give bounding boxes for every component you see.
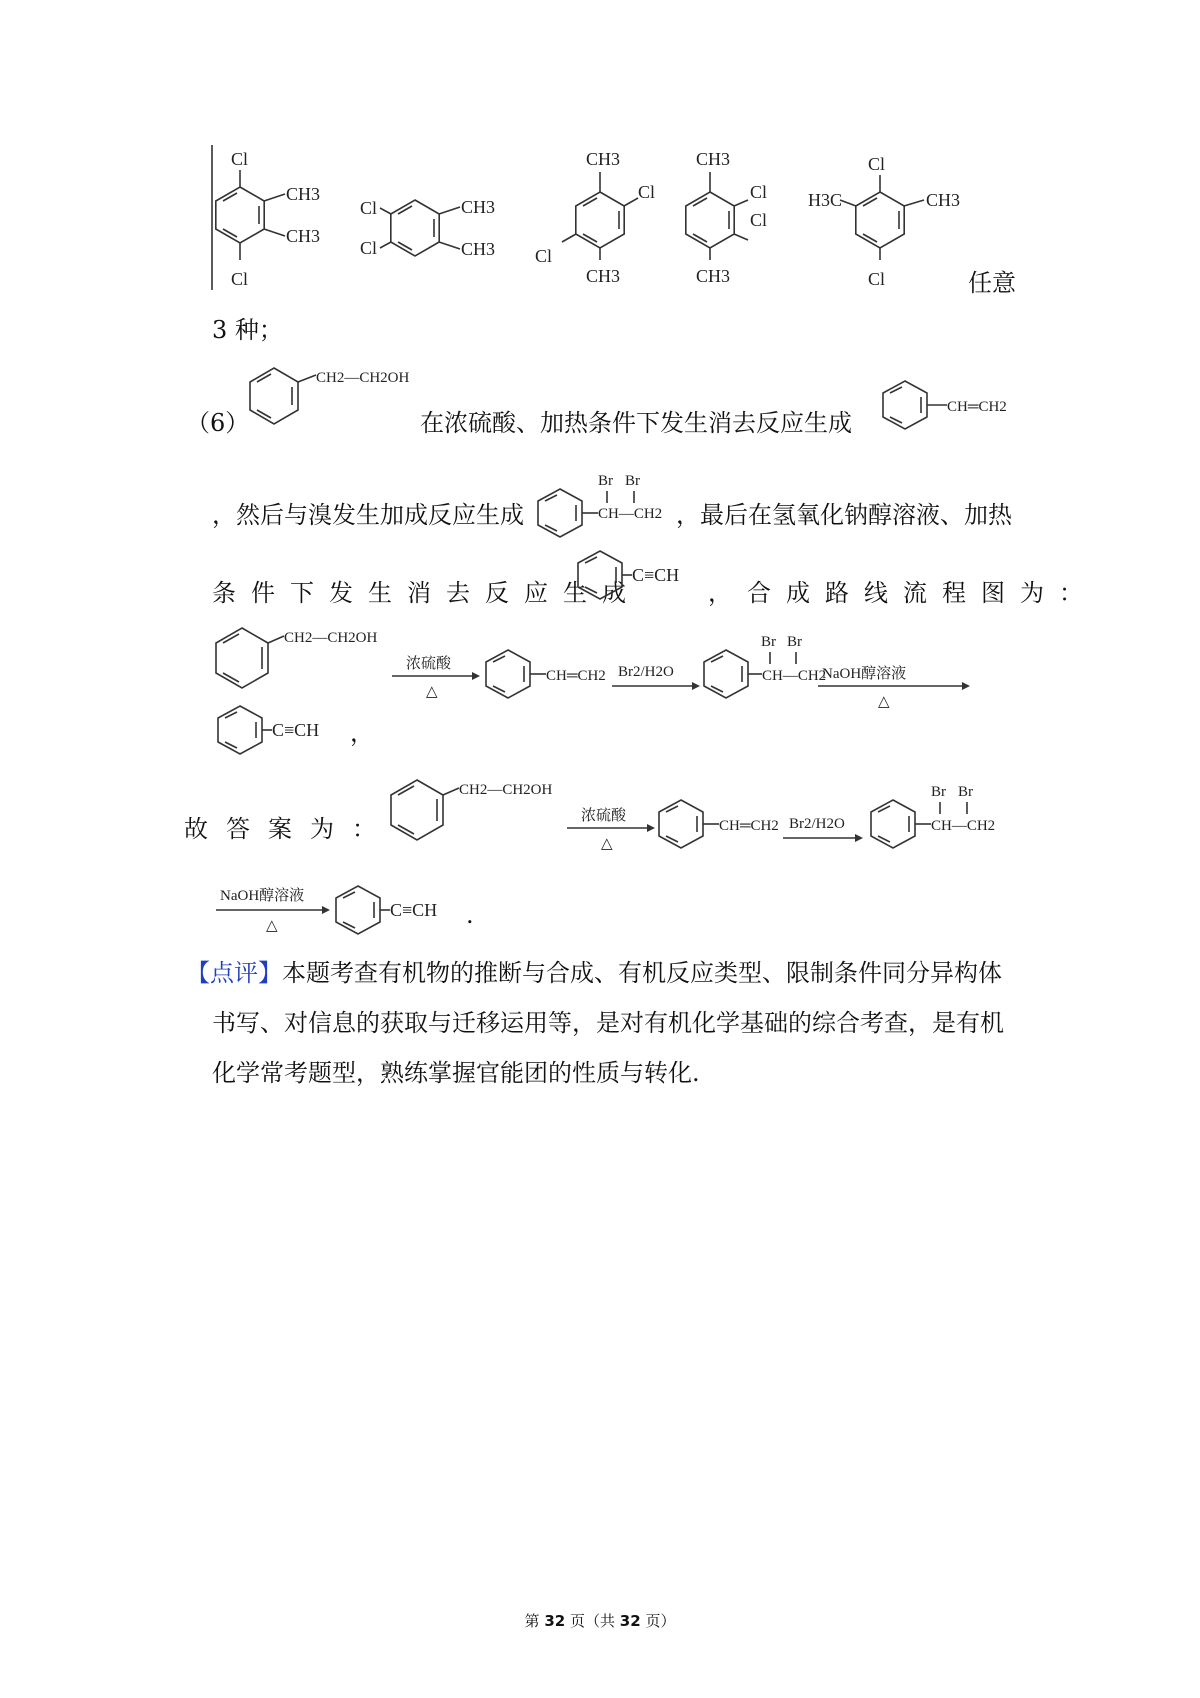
route2-cond-heat2: △ [266,918,278,934]
footer-middle: 页（共 [569,1612,615,1630]
iso2-right2: CH3 [461,239,496,259]
part6-label: （6） [186,409,250,437]
iso3-left: Cl [535,246,553,266]
phenylethanol-structure [240,360,440,460]
part6-line2b: ，最后在氢氧化钠醇溶液、加热 [676,501,1012,529]
iso5-left: H3C [808,190,843,210]
any-text: 任意 [968,269,1016,297]
route1-cond-heat2: △ [878,694,890,710]
synthesis-route-2-final [210,880,510,950]
route2-alkyne: C≡CH [390,900,438,920]
phenylacetylene-structure-1 [570,545,710,615]
comment-line2: 书写、对信息的获取与迁移运用等，是对有机化学基础的综合考查，是有机 [212,1009,1004,1037]
route2-dibromide-chain: CH—CH2 [931,818,996,834]
comment-line3: 化学常考题型，熟练掌握官能团的性质与转化. [212,1059,700,1087]
footer-suffix: 页） [645,1612,676,1630]
iso5-bottom: Cl [868,269,886,289]
route1-cond-naoh: NaOH醇溶液 [822,666,907,682]
count-text: 3 种； [212,316,283,344]
footer-total-pages: 32 [619,1612,641,1630]
iso5-top: Cl [868,154,886,174]
route1-cond-br2: Br2/H2O [618,664,674,680]
route1-br1: Br [761,634,776,650]
iso2-left2: Cl [360,238,378,258]
part6-line2: ，然后与溴发生加成反应生成 [212,501,524,529]
route1-comma: ， [350,719,374,747]
route1-alcohol: CH2—CH2OH [284,630,378,646]
iso4-bottom: CH3 [696,266,731,286]
iso3-top: CH3 [586,149,621,169]
route1-product [210,700,370,770]
iso2-right1: CH3 [461,197,496,217]
route2-cond-br2: Br2/H2O [789,816,845,832]
iso1-top: Cl [231,149,249,169]
page-footer [0,1610,1200,1631]
route2-cond-heat: △ [601,836,613,852]
part6-line3a: 条件下发生消去反应生成 [212,579,641,607]
route1-cond-heat: △ [426,684,438,700]
part6-line3b: ，合成路线流程图为： [708,579,1098,607]
route2-alkene: CH═CH2 [719,818,779,834]
isomer-2 [360,197,495,259]
footer-prefix: 第 [524,1612,540,1630]
isomer-5 [808,154,960,289]
iso3-right: Cl [638,182,656,202]
part6-line1: 在浓硫酸、加热条件下发生消去反应生成 [420,409,852,437]
isomer-3 [535,149,655,286]
comment-line1 [186,958,1002,988]
isomer-structures [0,140,1200,300]
synthesis-route-2 [385,770,1035,880]
iso1-sub1: CH3 [286,184,321,204]
iso2-left1: Cl [360,198,378,218]
styrene-chain: CH═CH2 [947,399,1007,415]
dibromide-br2: Br [625,473,640,489]
route1-cond-h2so4: 浓硫酸 [406,656,452,672]
dibromide-chain: CH—CH2 [598,506,663,522]
route2-cond-naoh: NaOH醇溶液 [220,888,305,904]
route2-br1: Br [931,784,946,800]
route2-br2: Br [958,784,973,800]
route2-cond-h2so4: 浓硫酸 [581,808,627,824]
isomer-4 [686,149,767,286]
route1-dibromide-chain: CH—CH2 [762,668,827,684]
comment-text1: 本题考查有机物的推断与合成、有机反应类型、限制条件同分异构体 [282,959,1002,987]
route2-alcohol: CH2—CH2OH [459,782,553,798]
route1-alkene: CH═CH2 [546,668,606,684]
iso3-bottom: CH3 [586,266,621,286]
isomer-1 [216,149,320,289]
iso4-right1: Cl [750,182,768,202]
route1-alkyne: C≡CH [272,720,320,740]
iso1-sub2: CH3 [286,226,321,246]
iso4-right2: Cl [750,210,768,230]
dibromide-br1: Br [598,473,613,489]
dibromide-structure [532,455,682,545]
answer-label: 故答案为： [184,815,394,843]
iso5-right: CH3 [926,190,961,210]
route1-br2: Br [787,634,802,650]
comment-tag: 【点评】 [186,959,282,987]
alkyne-chain-1: C≡CH [632,565,680,585]
styrene-structure [875,375,1025,445]
footer-page-number: 32 [544,1612,566,1630]
alcohol-chain: CH2—CH2OH [316,370,410,386]
iso1-bottom: Cl [231,269,249,289]
iso4-top: CH3 [696,149,731,169]
answer-period: . [466,901,474,929]
